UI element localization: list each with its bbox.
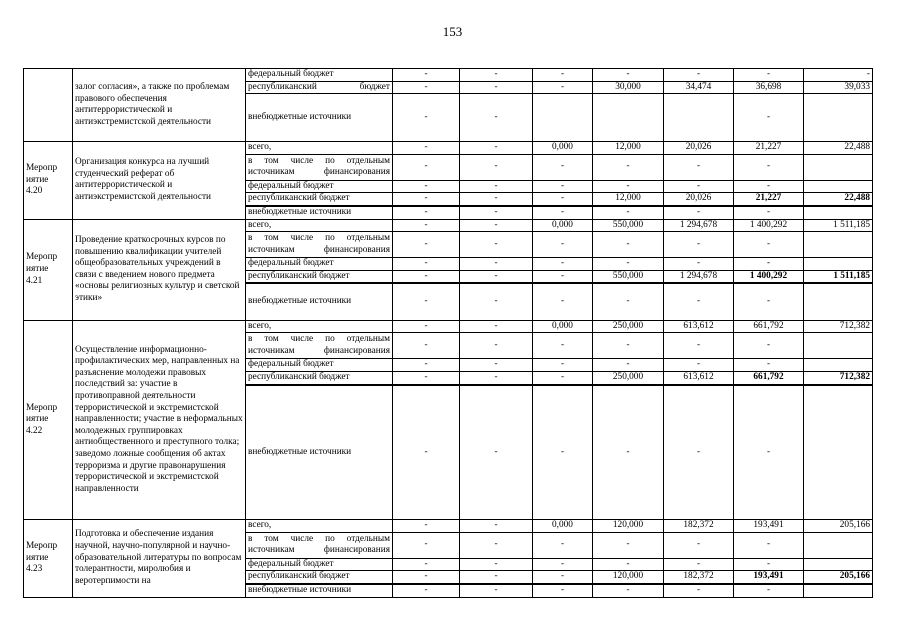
value-cell: -	[393, 571, 460, 584]
value-cell: -	[393, 385, 460, 520]
funding-source: республиканский бюджет	[246, 270, 393, 283]
value-cell: 250,000	[593, 372, 664, 385]
value-cell: -	[393, 333, 460, 359]
value-cell: 39,033	[804, 81, 873, 94]
value-cell: -	[393, 142, 460, 155]
value-cell: -	[593, 333, 664, 359]
value-cell: 1 511,185	[804, 219, 873, 232]
table-row	[24, 69, 873, 82]
value-cell: 182,372	[664, 520, 734, 533]
value-cell: 712,382	[804, 320, 873, 333]
value-cell: 613,612	[664, 372, 734, 385]
measure-description: Осуществление информационно-профилактических мер, направленных на разъяснение молодежи правовых последствий за: участие в противоправной деятельности террористической и экстремистской направленности; участие в неформальных молодежных группировках антиобщественного и преступного толка; заведомо ложные сообщения об актах терроризма и другие правонарушения террористической и экстремистской направленности	[73, 320, 246, 519]
value-cell	[804, 359, 873, 372]
value-cell	[804, 385, 873, 520]
value-cell: -	[593, 532, 664, 558]
funding-source: всего,	[246, 219, 393, 232]
value-cell: -	[393, 584, 460, 597]
measure-number-line: 4.23	[26, 564, 43, 575]
measure-number	[24, 520, 73, 597]
page-number: 153	[442, 24, 463, 39]
value-cell: -	[393, 532, 460, 558]
value-cell: -	[393, 206, 460, 219]
value-cell: -	[460, 206, 533, 219]
funding-source: республиканский бюджет	[246, 81, 393, 94]
value-cell: 613,612	[664, 320, 734, 333]
measure-description: Подготовка и обеспечение издания научной, научно-популярной и научно-образовательной литературы по вопросам толерантности, миролюбия и веротерпимости на	[73, 520, 246, 597]
funding-table	[23, 68, 873, 598]
value-cell: -	[593, 180, 664, 193]
value-cell: -	[734, 154, 804, 180]
value-cell: -	[664, 232, 734, 258]
measure-number-line: 4.22	[26, 425, 43, 436]
value-cell	[804, 258, 873, 271]
funding-source: всего,	[246, 142, 393, 155]
value-cell	[593, 94, 664, 142]
value-cell	[804, 532, 873, 558]
funding-source: федеральный бюджет	[246, 69, 393, 82]
value-cell: -	[460, 571, 533, 584]
value-cell: -	[664, 359, 734, 372]
value-cell: 193,491	[734, 520, 804, 533]
value-cell: -	[734, 584, 804, 597]
value-cell: 20,026	[664, 142, 734, 155]
funding-source: внебюджетные источники	[246, 94, 393, 142]
funding-source: всего,	[246, 320, 393, 333]
funding-source: республиканский бюджет	[246, 193, 393, 206]
value-cell: 550,000	[593, 270, 664, 283]
value-cell: 205,166	[804, 520, 873, 533]
value-cell: -	[460, 142, 533, 155]
value-cell: -	[734, 94, 804, 142]
value-cell: 120,000	[593, 520, 664, 533]
measure-description: Проведение краткосрочных курсов по повышению квалификации учителей общеобразовательных учреждений в связи с введением нового предмета «основы религиозных культур и светской этики»	[73, 219, 246, 320]
value-cell: 1 294,678	[664, 219, 734, 232]
value-cell: 36,698	[734, 81, 804, 94]
value-cell: -	[664, 283, 734, 320]
value-cell: -	[593, 232, 664, 258]
value-cell: -	[734, 532, 804, 558]
value-cell	[804, 283, 873, 320]
value-cell: 205,166	[804, 571, 873, 584]
value-cell: -	[393, 320, 460, 333]
value-cell: -	[533, 154, 593, 180]
value-cell: 0,000	[533, 142, 593, 155]
measure-number-line: иятие	[26, 174, 49, 185]
value-cell: -	[460, 94, 533, 142]
value-cell: -	[460, 81, 533, 94]
value-cell: -	[393, 232, 460, 258]
value-cell: -	[734, 333, 804, 359]
value-cell: -	[734, 283, 804, 320]
value-cell	[804, 154, 873, 180]
value-cell	[804, 180, 873, 193]
measure-number-line: Меропр	[26, 402, 58, 413]
value-cell: -	[393, 69, 460, 82]
value-cell: 1 400,292	[734, 270, 804, 283]
value-cell: -	[533, 283, 593, 320]
value-cell: 22,488	[804, 193, 873, 206]
value-cell: -	[664, 532, 734, 558]
value-cell: -	[734, 258, 804, 271]
funding-source: внебюджетные источники	[246, 385, 393, 520]
value-cell: -	[393, 180, 460, 193]
value-cell: -	[460, 219, 533, 232]
value-cell: -	[804, 69, 873, 82]
value-cell: -	[460, 270, 533, 283]
value-cell: -	[460, 69, 533, 82]
measure-number-line: 4.20	[26, 186, 43, 197]
value-cell: -	[734, 69, 804, 82]
value-cell: -	[460, 154, 533, 180]
value-cell: 21,227	[734, 142, 804, 155]
value-cell: 1 400,292	[734, 219, 804, 232]
value-cell: -	[393, 520, 460, 533]
value-cell: -	[593, 154, 664, 180]
value-cell: -	[734, 385, 804, 520]
value-cell: 1 294,678	[664, 270, 734, 283]
funding-source: внебюджетные источники	[246, 283, 393, 320]
value-cell: -	[393, 154, 460, 180]
funding-source: в том числе по отдельным источникам финансирования	[246, 333, 393, 359]
value-cell: -	[533, 180, 593, 193]
value-cell: -	[734, 180, 804, 193]
funding-source: в том числе по отдельным источникам финансирования	[246, 532, 393, 558]
value-cell: -	[734, 206, 804, 219]
value-cell: -	[460, 385, 533, 520]
measure-number-line: иятие	[26, 552, 49, 563]
measure-number-line: иятие	[26, 414, 49, 425]
value-cell: -	[533, 69, 593, 82]
value-cell: 0,000	[533, 320, 593, 333]
value-cell: 712,382	[804, 372, 873, 385]
value-cell: -	[533, 584, 593, 597]
value-cell: -	[593, 584, 664, 597]
table-row	[24, 219, 873, 232]
value-cell: -	[393, 81, 460, 94]
value-cell: 182,372	[664, 571, 734, 584]
measure-number	[24, 219, 73, 320]
value-cell: 1 511,185	[804, 270, 873, 283]
value-cell: -	[460, 359, 533, 372]
value-cell: -	[533, 206, 593, 219]
value-cell: 661,792	[734, 320, 804, 333]
value-cell: 34,474	[664, 81, 734, 94]
measure-number-line: иятие	[26, 263, 49, 274]
value-cell: -	[460, 584, 533, 597]
value-cell: -	[393, 372, 460, 385]
value-cell: -	[664, 558, 734, 571]
measure-number-line: Меропр	[26, 162, 58, 173]
value-cell: 120,000	[593, 571, 664, 584]
value-cell: -	[734, 232, 804, 258]
value-cell: -	[533, 270, 593, 283]
table-row	[24, 320, 873, 333]
value-cell: -	[533, 81, 593, 94]
value-cell: -	[460, 258, 533, 271]
value-cell: -	[460, 532, 533, 558]
table-row	[24, 142, 873, 155]
funding-source: всего,	[246, 520, 393, 533]
value-cell	[804, 232, 873, 258]
value-cell: -	[533, 558, 593, 571]
value-cell	[804, 558, 873, 571]
value-cell	[804, 206, 873, 219]
value-cell: -	[460, 520, 533, 533]
value-cell: -	[593, 258, 664, 271]
value-cell: -	[533, 333, 593, 359]
value-cell: 12,000	[593, 142, 664, 155]
value-cell: -	[393, 558, 460, 571]
value-cell: -	[734, 359, 804, 372]
value-cell	[804, 94, 873, 142]
value-cell: -	[393, 258, 460, 271]
funding-source: в том числе по отдельным источникам финансирования	[246, 232, 393, 258]
value-cell: 30,000	[593, 81, 664, 94]
value-cell: 21,227	[734, 193, 804, 206]
value-cell: -	[393, 193, 460, 206]
value-cell: -	[393, 283, 460, 320]
value-cell	[804, 584, 873, 597]
measure-number	[24, 142, 73, 219]
funding-source: внебюджетные источники	[246, 584, 393, 597]
value-cell: -	[593, 69, 664, 82]
funding-source: федеральный бюджет	[246, 359, 393, 372]
value-cell: -	[533, 232, 593, 258]
measure-number-line: Меропр	[26, 252, 58, 263]
funding-source: республиканский бюджет	[246, 372, 393, 385]
value-cell: -	[664, 206, 734, 219]
funding-source: федеральный бюджет	[246, 558, 393, 571]
measure-description: Организация конкурса на лучший студенческий реферат об антитеррористической и антиэкстремистской деятельности	[73, 142, 246, 219]
funding-source: в том числе по отдельным источникам финансирования	[246, 154, 393, 180]
value-cell	[804, 333, 873, 359]
measure-description: залог согласия», а также по проблемам правового обеспечения антитеррористической и антиэкстремистской деятельности	[73, 69, 246, 142]
value-cell: -	[460, 333, 533, 359]
value-cell	[533, 94, 593, 142]
value-cell: -	[533, 532, 593, 558]
funding-source: республиканский бюджет	[246, 571, 393, 584]
value-cell: -	[664, 333, 734, 359]
value-cell: -	[533, 193, 593, 206]
measure-number	[24, 69, 73, 142]
value-cell: -	[393, 94, 460, 142]
value-cell: -	[460, 193, 533, 206]
measure-number-line: Меропр	[26, 540, 58, 551]
value-cell: -	[533, 258, 593, 271]
value-cell: -	[393, 270, 460, 283]
measure-number	[24, 320, 73, 519]
value-cell: -	[664, 385, 734, 520]
value-cell: -	[393, 359, 460, 372]
value-cell: -	[460, 558, 533, 571]
value-cell: -	[533, 372, 593, 385]
value-cell: -	[393, 219, 460, 232]
value-cell: -	[593, 283, 664, 320]
value-cell: 661,792	[734, 372, 804, 385]
value-cell: -	[533, 571, 593, 584]
value-cell: -	[664, 584, 734, 597]
value-cell: 550,000	[593, 219, 664, 232]
value-cell: 20,026	[664, 193, 734, 206]
value-cell: 193,491	[734, 571, 804, 584]
value-cell: -	[460, 232, 533, 258]
value-cell: -	[460, 372, 533, 385]
value-cell: -	[533, 359, 593, 372]
value-cell	[664, 94, 734, 142]
value-cell: -	[533, 385, 593, 520]
value-cell: 250,000	[593, 320, 664, 333]
funding-source: федеральный бюджет	[246, 258, 393, 271]
funding-source: федеральный бюджет	[246, 180, 393, 193]
value-cell: -	[734, 558, 804, 571]
value-cell: -	[593, 558, 664, 571]
funding-source: внебюджетные источники	[246, 206, 393, 219]
value-cell: -	[593, 206, 664, 219]
value-cell: -	[664, 180, 734, 193]
value-cell: 0,000	[533, 219, 593, 232]
value-cell: -	[664, 258, 734, 271]
value-cell: -	[460, 320, 533, 333]
value-cell: 0,000	[533, 520, 593, 533]
value-cell: 12,000	[593, 193, 664, 206]
value-cell: -	[460, 283, 533, 320]
value-cell: -	[664, 69, 734, 82]
table-row	[24, 520, 873, 533]
value-cell: -	[593, 385, 664, 520]
value-cell: -	[460, 180, 533, 193]
value-cell: 22,488	[804, 142, 873, 155]
value-cell: -	[664, 154, 734, 180]
measure-number-line: 4.21	[26, 275, 43, 286]
value-cell: -	[593, 359, 664, 372]
